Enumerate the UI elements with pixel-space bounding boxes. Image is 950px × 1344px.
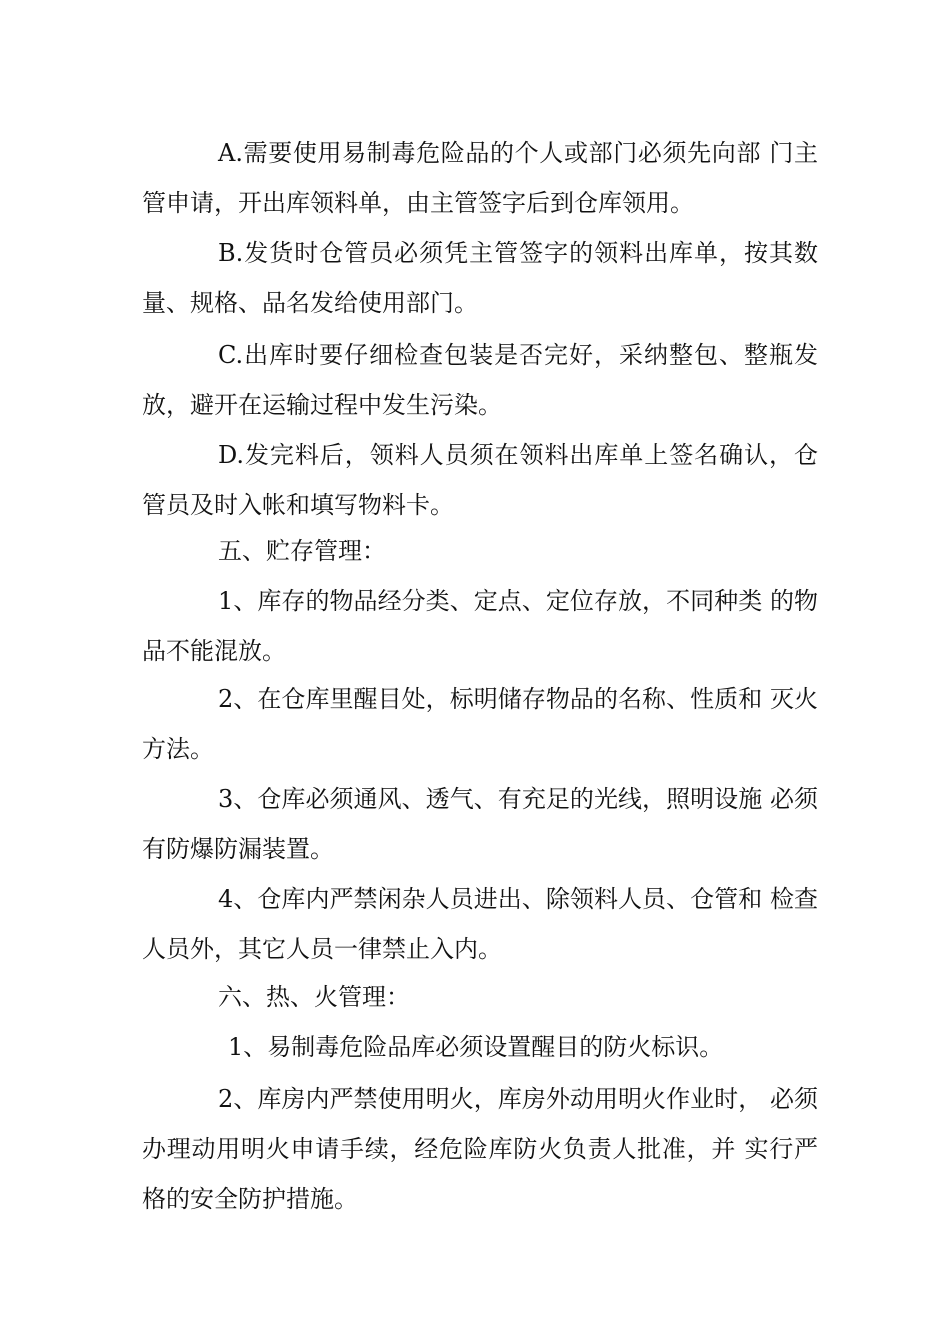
paragraph-storage-1: 1、库存的物品经分类、定点、定位存放，不同种类 的物品不能混放。 [142,587,818,665]
paragraph-storage-4: 4、仓库内严禁闲杂人员进出、除领料人员、仓管和 检查人员外，其它人员一律禁止入内。 [142,885,818,963]
paragraph-storage-3: 3、仓库必须通风、透气、有充足的光线，照明设施 必须有防爆防漏装置。 [142,785,818,863]
paragraph-a: A.需要使用易制毒危险品的个人或部门必须先向部 门主管申请，开出库领料单，由主管签字后到仓库领用。 [142,139,818,217]
paragraph-b: B.发货时仓管员必须凭主管签字的领料出库单，按其数量、规格、品名发给使用部门。 [142,239,818,317]
paragraph-fire-2: 2、库房内严禁使用明火，库房外动用明火作业时， 必须办理动用明火申请手续，经危险库防火负责人批准，并 实行严格的安全防护措施。 [142,1085,818,1213]
section-heading-storage: 五、贮存管理： [218,537,386,565]
paragraph-d: D.发完料后，领料人员须在领料出库单上签名确认，仓管员及时入帐和填写物料卡。 [142,441,818,519]
paragraph-storage-2: 2、在仓库里醒目处，标明储存物品的名称、性质和 灭火方法。 [142,685,818,763]
paragraph-c: C.出库时要仔细检查包装是否完好，采纳整包、整瓶发放，避开在运输过程中发生污染。 [142,341,818,419]
paragraph-fire-1: 1、易制毒危险品库必须设置醒目的防火标识。 [228,1033,724,1061]
section-heading-fire: 六、热、火管理： [218,983,410,1011]
